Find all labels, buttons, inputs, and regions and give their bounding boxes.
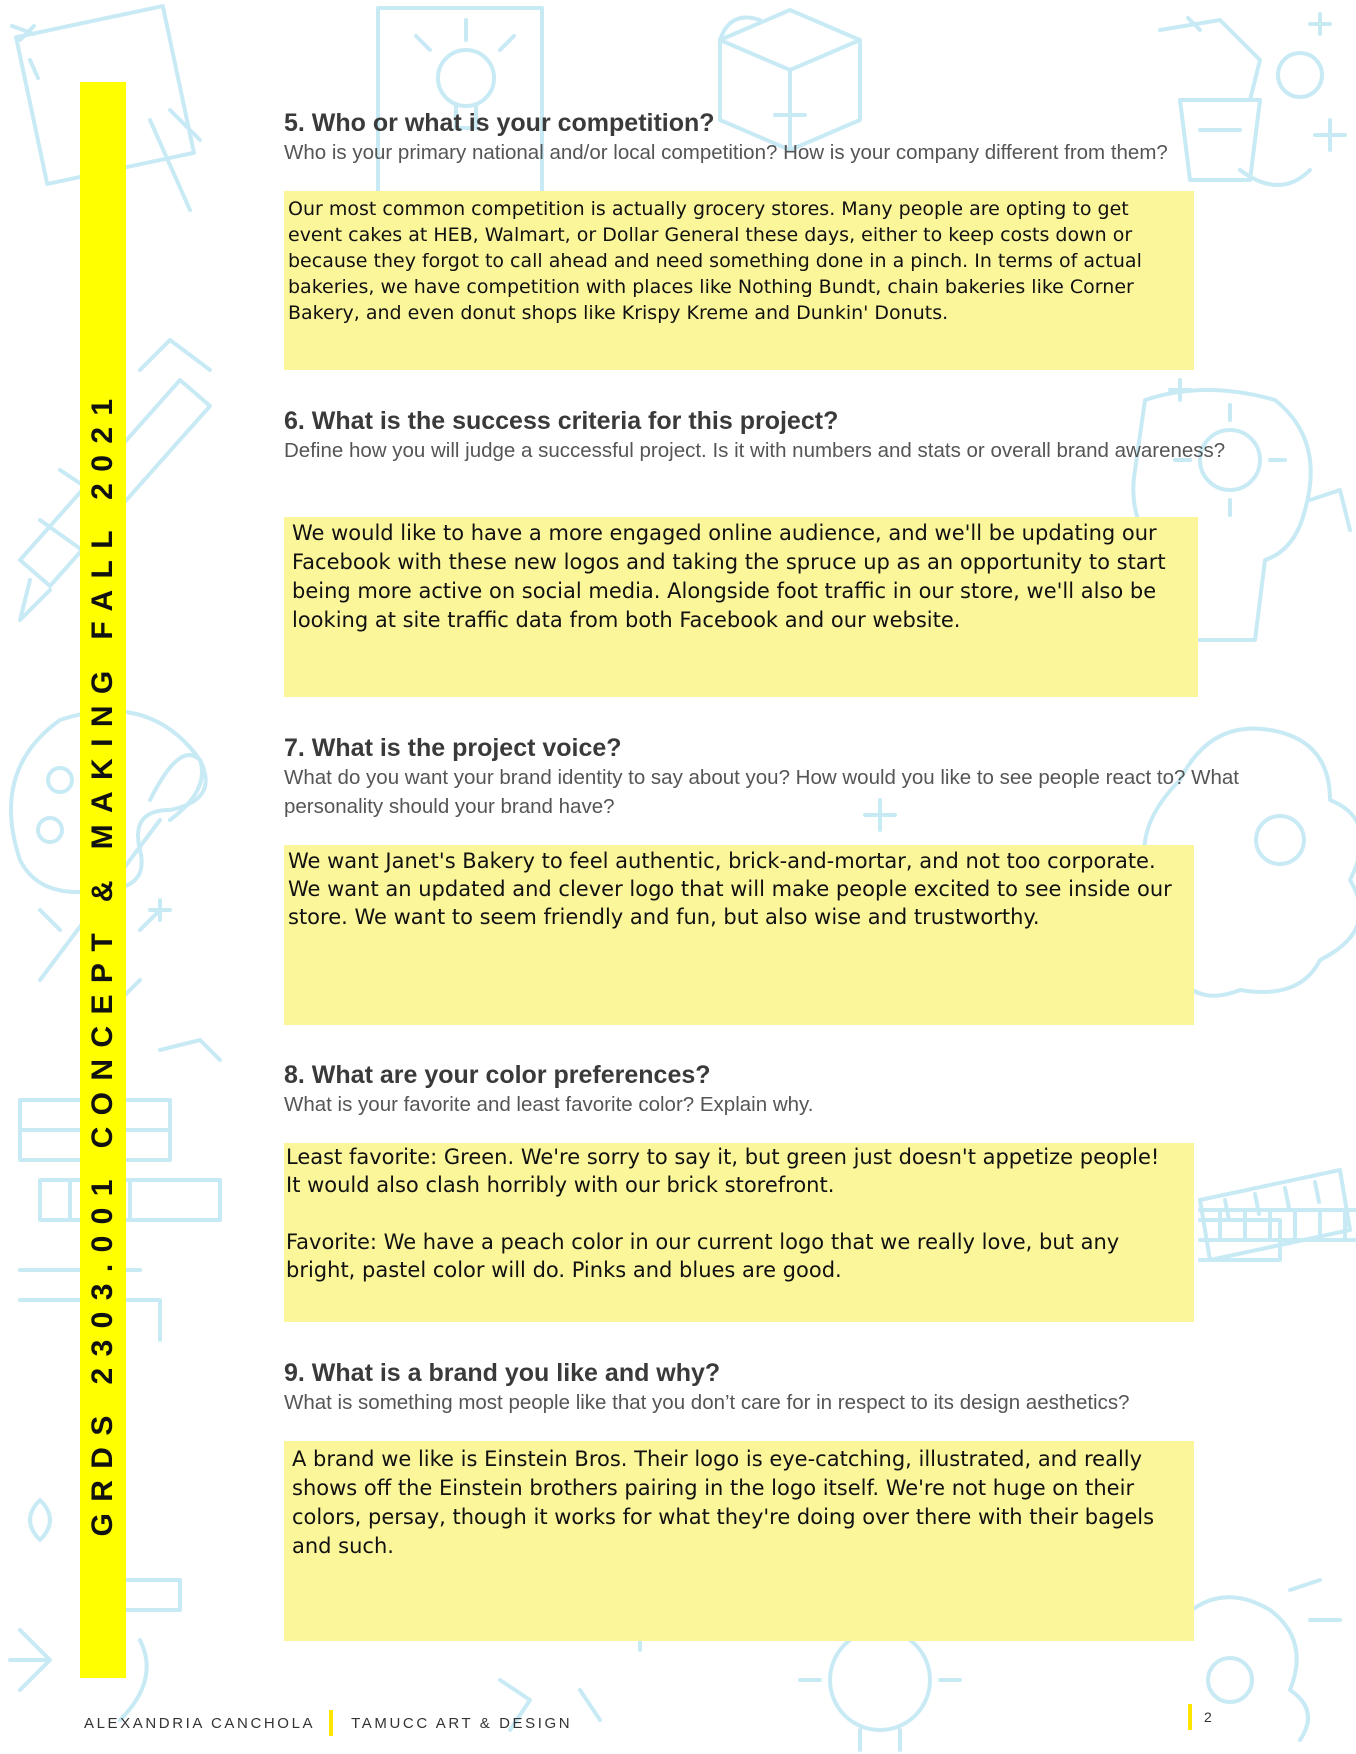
question-subtitle: Define how you will judge a successful project. Is it with numbers and stats or overall brand awareness? [284,439,1226,462]
answer-box [284,191,1194,370]
page-number-text: 2 [1204,1709,1212,1725]
footer-author: ALEXANDRIA CANCHOLA [84,1714,316,1732]
question-5 [284,108,1274,167]
footer [84,1710,572,1736]
question-6 [284,406,1274,465]
answer-text: We want Janet's Bakery to feel authentic, brick-and-mortar, and not too corporate. We want an updated and clever logo that will make people excited to see inside our store. We want to seem friendly and fun, but also wise and trustworthy. [288,849,1172,929]
question-9 [284,1358,1274,1417]
page-number-separator [1188,1704,1192,1730]
question-subtitle: Who is your primary national and/or local competition? How is your company different from them? [284,141,1168,164]
question-8 [284,1060,1274,1119]
footer-org: TAMUCC ART & DESIGN [351,1714,573,1732]
sidebar-band [80,82,126,1678]
question-subtitle: What is your favorite and least favorite color? Explain why. [284,1093,814,1116]
question-title: 6. What is the success criteria for this project? [284,407,839,435]
question-title: 9. What is a brand you like and why? [284,1359,721,1387]
answer-box [284,845,1194,1025]
footer-separator [329,1710,333,1736]
answer-box [284,1441,1194,1641]
answer-box [284,517,1198,697]
course-title-vertical: GRDS 2303.001 CONCEPT & MAKING FALL 2021 [86,387,119,1537]
question-title: 7. What is the project voice? [284,734,622,762]
answer-text: We would like to have a more engaged online audience, and we'll be updating our Facebook with these new logos and taking the spruce up as an opportunity to start being more active on social media. Alongside foot traffic in our store, we'll also be looking at site traffic data from both Facebook and our website. [292,521,1166,632]
question-subtitle: What do you want your brand identity to say about you? How would you like to see people react to? What personality should your brand have? [284,766,1239,818]
answer-text: Our most common competition is actually grocery stores. Many people are opting to get event cakes at HEB, Walmart, or Dollar General these days, either to keep costs down or because they forgot to call ahead and need something done in a pinch. In terms of actual bakeries, we have competition with places like Nothing Bundt, chain bakeries like Corner Bakery, and even donut shops like Krispy Kreme and Dunkin' Donuts. [288,198,1142,324]
question-title: 8. What are your color preferences? [284,1061,711,1089]
answer-box [284,1143,1194,1322]
question-7 [284,733,1274,821]
answer-text: A brand we like is Einstein Bros. Their logo is eye-catching, illustrated, and really shows off the Einstein brothers pairing in the logo itself. We're not huge on their colors, persay, though it works for what they're doing over there with their bagels and such. [292,1447,1155,1558]
question-subtitle: What is something most people like that you don’t care for in respect to its design aesthetics? [284,1391,1130,1414]
question-title: 5. Who or what is your competition? [284,109,715,137]
answer-text-least-favorite: Least favorite: Green. We're sorry to say it, but green just doesn't appetize people! It would also clash horribly with our brick storefront. [286,1145,1160,1197]
page-number [1188,1704,1212,1730]
answer-text-favorite: Favorite: We have a peach color in our current logo that we really love, but any bright, pastel color will do. Pinks and blues are good. [286,1230,1120,1282]
